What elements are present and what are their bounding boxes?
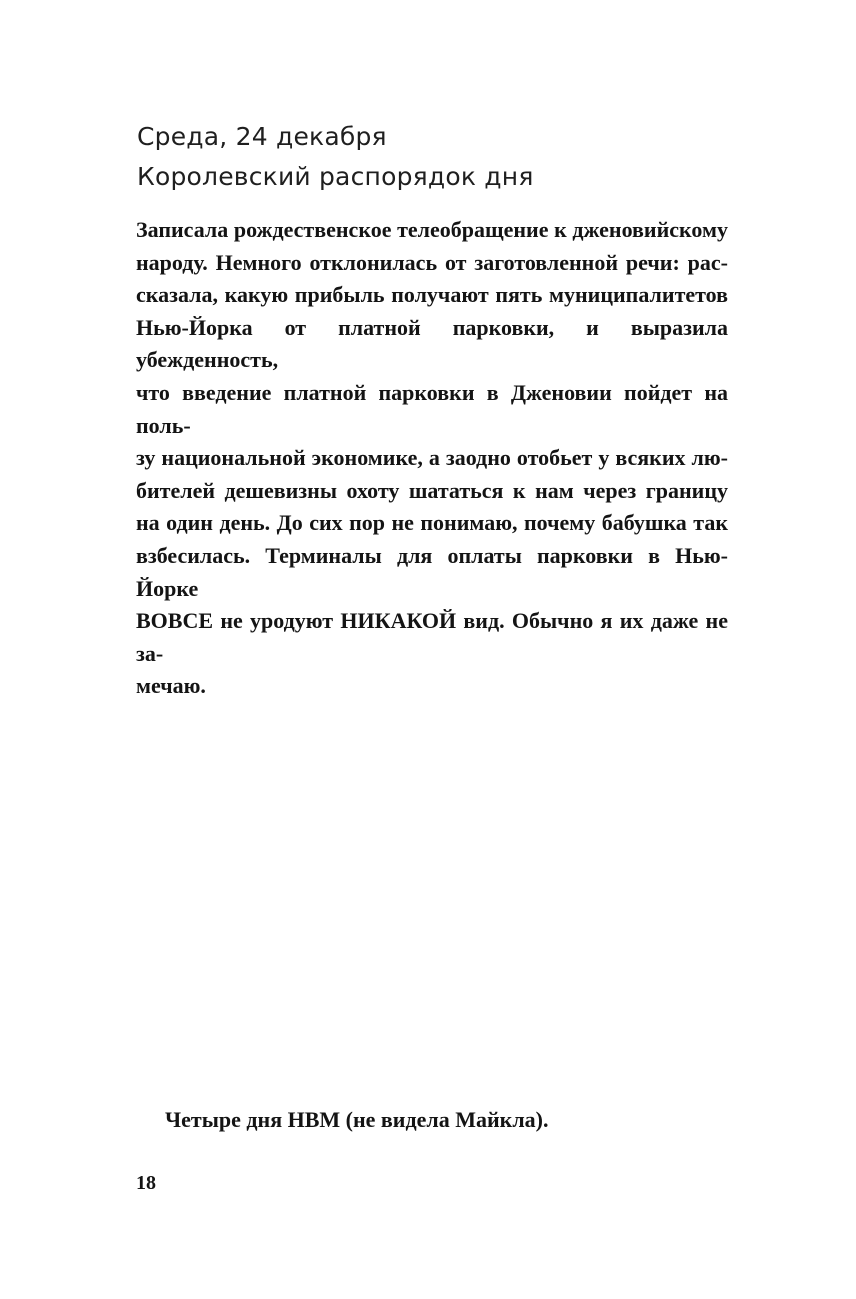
entry-heading <box>137 117 534 197</box>
paragraph-line: народу. Немного отклонилась от заготовленной речи: рас- <box>136 249 728 275</box>
paragraph-line: Записала рождественское телеобращение к дженовийскому <box>136 217 728 242</box>
paragraph-line: Нью-Йорка от платной парковки, и выразила убежденность, <box>136 314 728 373</box>
paragraph-line: зу национальной экономике, а заодно отобьет у всяких лю- <box>136 445 728 471</box>
footnote-line: Четыре дня НВМ (не видела Майкла). <box>165 1107 549 1132</box>
paragraph-line: ВОВСЕ не уродуют НИКАКОЙ вид. Обычно я их даже не за- <box>136 608 728 666</box>
paragraph-line: сказала, какую прибыль получают пять муниципалитетов <box>136 282 728 308</box>
entry-title: Королевский распорядок дня <box>137 162 534 191</box>
paragraph-line: мечаю. <box>136 673 206 699</box>
entry-date: Среда, 24 декабря <box>137 122 387 151</box>
paragraph-line: на один день. До сих пор не понимаю, почему бабушка так <box>136 510 728 536</box>
paragraph-line: что введение платной парковки в Дженовии пойдет на поль- <box>136 379 728 438</box>
diary-paragraph <box>136 214 728 703</box>
paragraph-line: бителей дешевизны охоту шататься к нам через границу <box>136 477 728 503</box>
page-number: 18 <box>136 1172 156 1194</box>
paragraph-line: взбесилась. Терминалы для оплаты парковки в Нью-Йорке <box>136 542 728 601</box>
